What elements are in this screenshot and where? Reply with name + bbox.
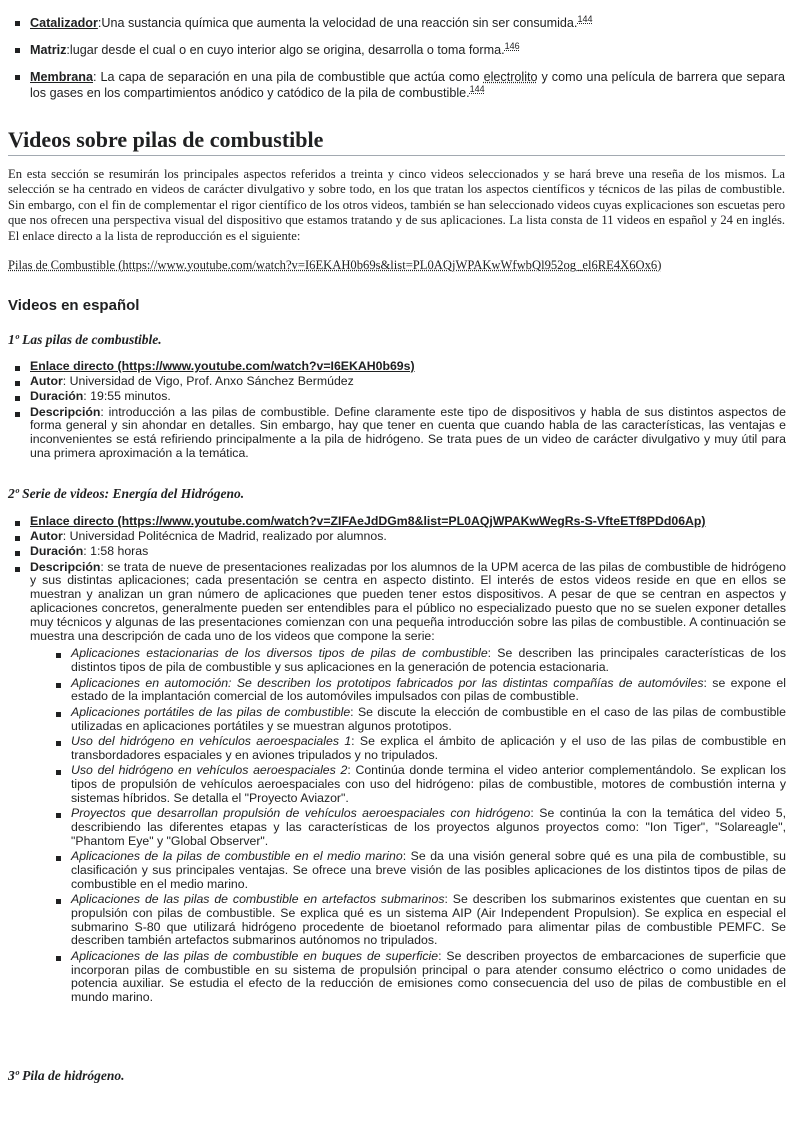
author-item: Autor: Universidad Politécnica de Madrid, realizado por alumnos.	[10, 530, 786, 544]
series-video-item: Aplicaciones estacionarias de los diversos tipos de pilas de combustible: Se describen las principales características de los distintos tipos de pila de combustible y sus aplicaciones en la generación de potencia estacionaria.	[51, 647, 786, 675]
definition-text: lugar desde el cual o en cuyo interior algo se origina, desarrolla o toma forma.	[69, 43, 505, 57]
series-video-item: Aplicaciones de la pilas de combustible en el medio marino: Se da una visión general sobre qué es una pila de combustible, su clasificación y sus principales ventajas. Se ofrece una breve visión de las posibles aplicaciones de los distintos tipos de pilas de combustible en el medio marino.	[51, 850, 786, 891]
duration-item: Duración: 1:58 horas	[10, 545, 786, 559]
definition-item: Matriz:lugar desde el cual o en cuyo interior algo se origina, desarrolla o toma forma.$^{146}$	[10, 42, 785, 58]
series-video-item: Aplicaciones portátiles de las pilas de combustible: Se discute la elección de combustible en el caso de las pilas de combustible utilizadas en aplicaciones portátiles y se muestran algunos prototipos.	[51, 706, 786, 734]
section-title: Videos sobre pilas de combustible	[8, 127, 785, 156]
electrolito-link[interactable]: electrolito	[483, 70, 538, 84]
video-2-title: 2º Serie de videos: Energía del Hidrógeno.	[8, 486, 245, 501]
series-video-item: Aplicaciones en automoción: Se describen los prototipos fabricados por las distintas compañías de automóviles: se expone el estado de la implantación comercial de los automóviles impulsados con pilas de combustible.	[51, 677, 786, 705]
series-video-item: Uso del hidrógeno en vehículos aeroespaciales 1: Se explica el ámbito de aplicación y el uso de las pilas de combustible en transbordadores espaciales y en aviones tripulados y no tripulados.	[51, 735, 786, 763]
author-item: Autor: Universidad de Vigo, Prof. Anxo Sánchez Bermúdez	[10, 375, 786, 389]
section-intro: En esta sección se resumirán los principales aspectos referidos a treinta y cinco videos seleccionados y se hará breve una reseña de los mismos. La selección se ha centrado en videos de carácter divulgativo y sobre todo, en los que tratan los aspectos científicos y técnicos de las pilas de combustible. Sin embargo, con el fin de complementar el rigor científico de los otros videos, también se han seleccionado videos cuyas explicaciones son escuetas pero que nos ofrecen una perspectiva visual del dispositivo que estamos tratando y de sus aplicaciones. La lista consta de 11 videos en español y 24 en inglés. El enlace directo a la lista de reproducción es el siguiente:	[8, 167, 785, 243]
definition-term[interactable]: Catalizador	[30, 16, 98, 30]
reference-link[interactable]: 146	[504, 41, 520, 51]
direct-link[interactable]: Enlace directo (https://www.youtube.com/watch?v=I6EKAH0b69s)	[30, 359, 415, 373]
definitions-list	[10, 15, 785, 112]
video-link-item	[10, 515, 786, 529]
series-video-item: Uso del hidrógeno en vehículos aeroespaciales 2: Continúa donde termina el video anterior complementándolo. Se explican los tipos de propulsión de vehículos aeroespaciales con uso del hidrógeno: pilas de combustible, motores de combustión interna y sistemas híbridos. Se detalla el "Proyecto Aviazor".	[51, 764, 786, 805]
definition-term: Matriz	[30, 43, 67, 57]
video-3-title: 3º Pila de hidrógeno.	[8, 1068, 125, 1083]
direct-link[interactable]: Enlace directo (https://www.youtube.com/watch?v=ZIFAeJdDGm8&list=PL0AQjWPAKwWegRs-S-VfteETf8PDd06Ap)	[30, 514, 706, 528]
reference-link[interactable]: 144	[577, 14, 593, 24]
video-link-item	[10, 360, 786, 374]
spanish-videos-heading: Videos en español	[8, 297, 140, 314]
duration-item: Duración: 19:55 minutos.	[10, 390, 786, 404]
definition-item: Membrana: La capa de separación en una pila de combustible que actúa como electrolito y como una película de barrera que separa los gases en los compartimientos anódico y catódico de la pila de combustible.$^{144}$	[10, 69, 785, 101]
series-video-item: Aplicaciones de las pilas de combustible en buques de superficie: Se describen proyectos de embarcaciones de superficie que incorporan pilas de combustible en su sistema de propulsión principal o para atender consumo eléctrico o como unidades de potencia auxiliar. Se estudia el efecto de la reducción de emisiones como consecuencia del uso de pilas de combustible en el mundo marino.	[51, 950, 786, 1005]
definition-text: Una sustancia química que aumenta la velocidad de una reacción sin ser consumida.	[101, 16, 578, 30]
video-2-details	[10, 515, 786, 1007]
series-video-item: Proyectos que desarrollan propulsión de vehículos aeroespaciales con hidrógeno: Se continúa la con la temática del video 5, describiendo las diferentes etapas y las características de los proyectos algunos proyectos como: "Ion Tiger", "Solareagle", "Phantom Eye" y "Global Observer".	[51, 807, 786, 848]
description-item: Descripción: introducción a las pilas de combustible. Define claramente este tipo de dispositivos y habla de sus distintos aspectos de forma general y sin ahondar en detalles. Sin embargo, hay que tener en cuenta que cuando habla de las características, las ventajas e inconvenientes se está refiriendo principalmente a la pila de hidrógeno. Se trata pues de un video de carácter divulgativo y muy útil para una primera aproximación a la temática.	[10, 406, 786, 461]
definition-item: Catalizador:Una sustancia química que aumenta la velocidad de una reacción sin ser consumida.$^{144}$	[10, 15, 785, 31]
series-videos-list	[51, 647, 786, 1005]
description-item: Descripción: se trata de nueve de presentaciones realizadas por los alumnos de la UPM acerca de las pilas de combustible de hidrógeno y sus distintas aplicaciones; cada presentación se centra en aspecto distinto. El interés de estos videos reside en que en ellos se muestran y analizan un gran número de aplicaciones que pueden tener estos dispositivos. A pesar de que se centran en aspectos y aplicaciones concretos, generalmente pueden ser entendibles para el público no especializado puesto que no se suelen exponer detalles muy técnicos y algunas de las presentaciones comienzan con una pequeña introducción sobre las pilas de combustible. A continuación se muestra una descripción de cada uno de los videos que compone la serie: Aplicaciones estacionarias de los diversos tipos de pilas de combustible: Se describen las principales características de los distintos tipos de pila de combustible y sus aplicaciones en la generación de potencia estacionaria. Aplicaciones en automoción: Se describen los prototipos fabricados por las distintas compañías de automóviles: se expone el estado de la implantación comercial de los automóviles impulsados con pilas de combustible. Aplicaciones portátiles de las pilas de combustible: Se discute la elección de combustible en el caso de las pilas de combustible utilizadas en aplicaciones portátiles y se muestran algunos prototipos. Uso del hidrógeno en vehículos aeroespaciales 1: Se explica el ámbito de aplicación y el uso de las pilas de combustible en transbordadores espaciales y en aviones tripulados y no tripulados. Uso del hidrógeno en vehículos aeroespaciales 2: Continúa donde termina el video anterior complementándolo. Se explican los tipos de propulsión de vehículos aeroespaciales con uso del hidrógeno: pilas de combustible, motores de combustión interna y sistemas híbridos. Se detalla el "Proyecto Aviazor". Proyectos que desarrollan propulsión de vehículos aeroespaciales con hidrógeno: Se continúa la con la temática del video 5, describiendo las diferentes etapas y las características de los proyectos algunos proyectos como: "Ion Tiger", "Solareagle", "Phantom Eye" y "Global Observer". Aplicaciones de la pilas de combustible en el medio marino: Se da una visión general sobre qué es una pila de combustible, su clasificación y sus principales ventajas. Se ofrece una breve visión de las posibles aplicaciones de los distintos tipos de pilas de combustible en el medio marino. Aplicaciones de las pilas de combustible en artefactos submarinos: Se describen los submarinos existentes que cuentan en su propulsión con pilas de combustible. Se explica qué es un sistema AIP (Air Independent Propulsion). Se explica en especial el submarino S-80 que utilizará hidrógeno procedente de bioetanol reformado para alimentar pilas de combustible PEMFC. Se describen también artefactos submarinos autónomos no tripulados. Aplicaciones de las pilas de combustible en buques de superficie: Se describen proyectos de embarcaciones de superficie que incorporan pilas de combustible en su sistema de propulsión principal o para atender consumo eléctrico o como unidades de potencia auxiliar. Se estudia el efecto de la reducción de emisiones como consecuencia del uso de pilas de combustible en el mundo marino.	[10, 561, 786, 1005]
video-1-title: 1º Las pilas de combustible.	[8, 332, 162, 347]
reference-link[interactable]: 144	[469, 84, 485, 94]
series-video-item: Aplicaciones de las pilas de combustible en artefactos submarinos: Se describen los submarinos existentes que cuentan en su propulsión con pilas de combustible. Se explica qué es un sistema AIP (Air Independent Propulsion). Se explica en especial el submarino S-80 que utilizará hidrógeno procedente de bioetanol reformado para alimentar pilas de combustible PEMFC. Se describen también artefactos submarinos autónomos no tripulados.	[51, 893, 786, 948]
definition-term[interactable]: Membrana	[30, 70, 93, 84]
playlist-link[interactable]: Pilas de Combustible (https://www.youtube.com/watch?v=I6EKAH0b69s&list=PL0AQjWPAKwWfwbQl952og_el6RE4X6Ox6)	[8, 258, 662, 272]
video-1-details	[10, 360, 786, 462]
